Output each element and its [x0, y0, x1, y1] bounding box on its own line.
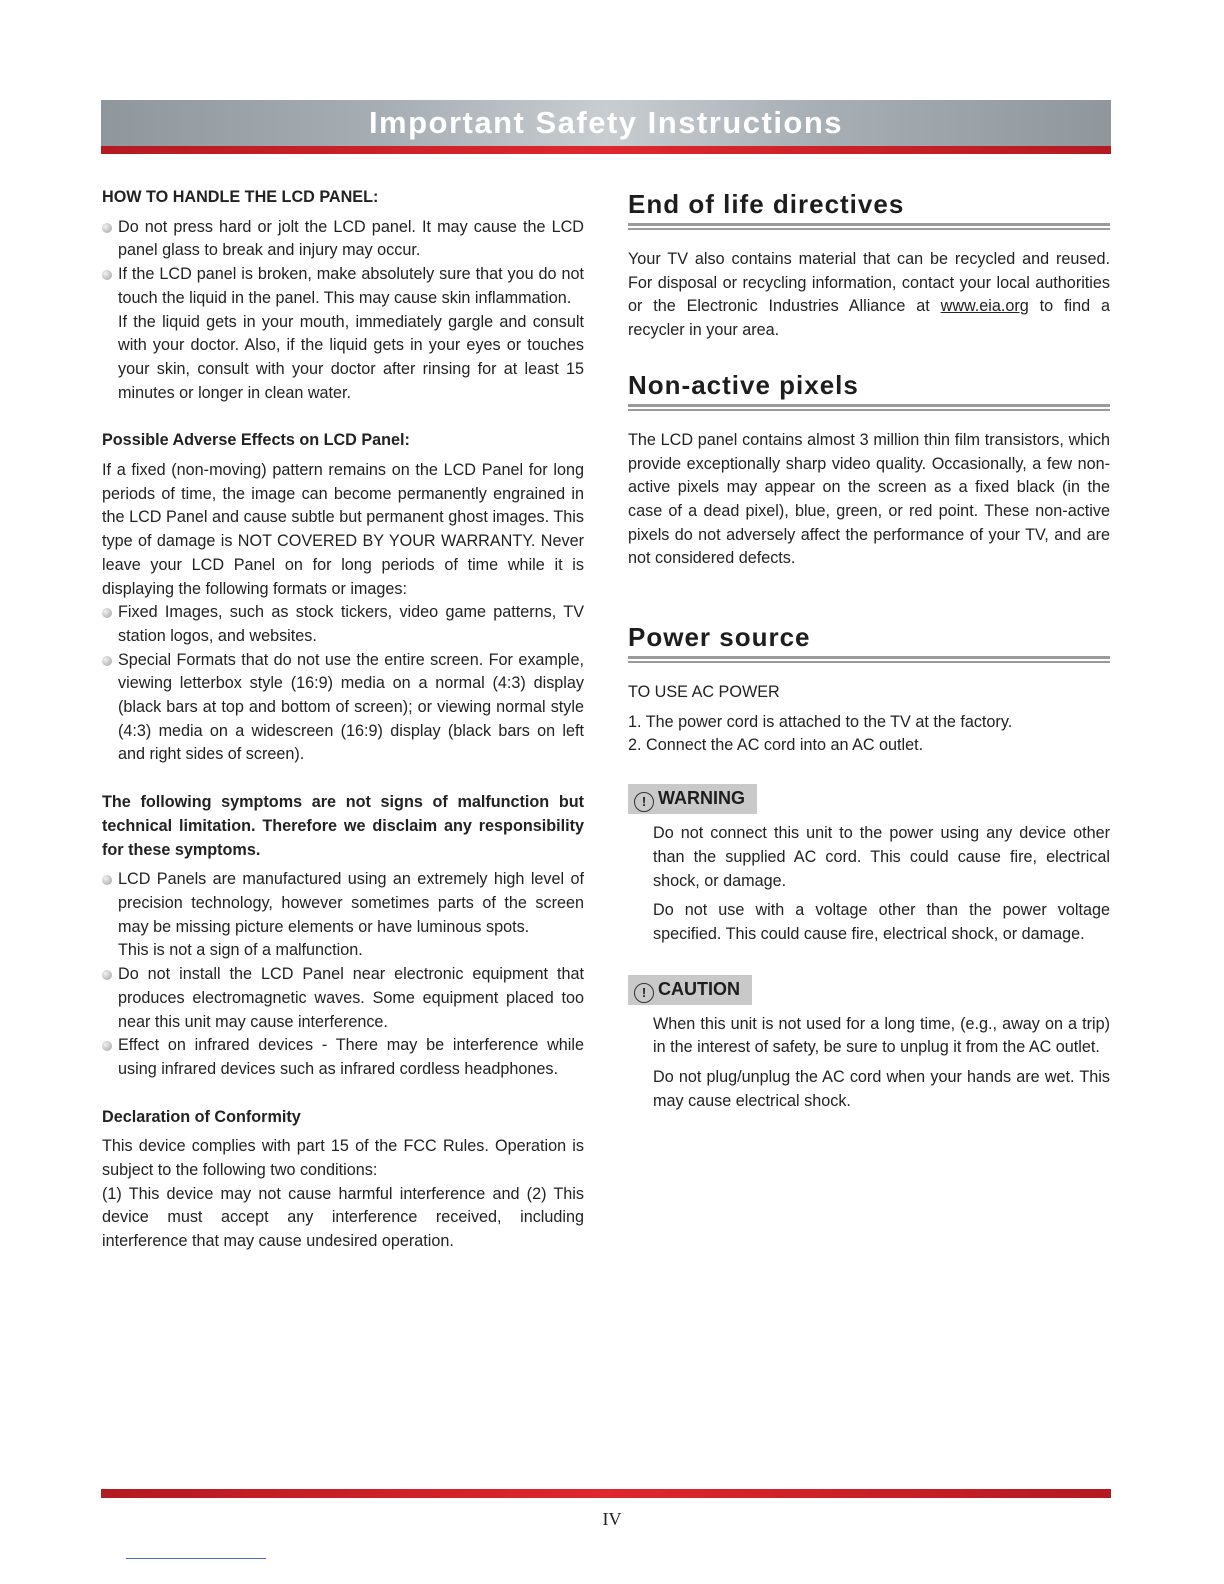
- lcd-bullet-1: Do not press hard or jolt the LCD panel. It may cause the LCD panel glass to break and injury may occur.: [118, 217, 584, 260]
- lcd-bullet-2-continued: If the liquid gets in your mouth, immediately gargle and consult with your doctor. Also, if the liquid gets in your eyes or touches your skin, consult with your doctor after rinsing for at least 15 minutes or longer in clean water.: [118, 312, 584, 402]
- footer-link-underline: [126, 1558, 266, 1559]
- symptoms-bullet-2: Do not install the LCD Panel near electronic equipment that produces electromagnetic waves. Some equipment placed too near this unit may cause interference.: [118, 965, 584, 1031]
- eol-text: Your TV also contains material that can be recycled and reused. For disposal or recycling information, contact your local authorities or the Electronic Industries Alliance at: [628, 250, 1110, 316]
- eol-text-end: to find a recycler in your area.: [628, 297, 1110, 340]
- conformity-paragraph-1: This device complies with part 15 of the FCC Rules. Operation is subject to the following two conditions:: [102, 1137, 584, 1180]
- symptoms-bullet-3: Effect on infrared devices - There may be interference while using infrared devices such as infrared cordless headphones.: [118, 1036, 584, 1078]
- lcd-heading: HOW TO HANDLE THE LCD PANEL:: [102, 188, 379, 206]
- adverse-heading: Possible Adverse Effects on LCD Panel:: [102, 431, 410, 450]
- adverse-paragraph: If a fixed (non-moving) pattern remains on the LCD Panel for long periods of time, the image can become permanently engrained in the LCD Panel and cause subtle but permanent ghost images. This type of damage is NOT COVERED BY YOUR WARRANTY. Never leave your LCD Panel on for long periods of time while it is displaying the following formats or images:: [102, 461, 584, 598]
- page-title: Important Safety Instructions: [368, 105, 844, 140]
- conformity-heading: Declaration of Conformity: [102, 1107, 301, 1126]
- caution-paragraph-1: When this unit is not used for a long time, (e.g., away on a trip) in the interest of safety, be sure to unplug it from the AC outlet.: [653, 1014, 1110, 1057]
- list-item: [102, 649, 584, 768]
- power-heading: Power source: [628, 622, 811, 653]
- list-item: [102, 868, 584, 939]
- conformity-paragraph-2: (1) This device may not cause harmful interference and (2) This device must accept any interference received, including interference that may cause undesired operation.: [102, 1184, 584, 1251]
- caution-icon: !: [634, 983, 654, 1003]
- adverse-bullet-1: Fixed Images, such as stock tickers, video game patterns, TV station logos, and websites.: [118, 603, 584, 645]
- symptoms-heading: The following symptoms are not signs of malfunction but technical limitation. Therefore we disclaim any responsibility for these symptoms.: [102, 793, 584, 859]
- eia-link[interactable]: www.eia.org: [940, 297, 1029, 316]
- caution-label: CAUTION: [658, 978, 740, 999]
- pixels-heading: Non-active pixels: [628, 369, 859, 400]
- list-item: [102, 963, 584, 1034]
- bullet-icon: [102, 1041, 112, 1051]
- bullet-icon: [102, 223, 112, 233]
- caution-badge: [628, 975, 752, 1005]
- warning-label: WARNING: [658, 788, 745, 809]
- power-step-2: 2. Connect the AC cord into an AC outlet.: [628, 736, 924, 755]
- bullet-icon: [102, 608, 112, 618]
- symptoms-bullet-1: LCD Panels are manufactured using an extremely high level of precision technology, however sometimes parts of the screen may be missing picture elements or have luminous spots.: [118, 870, 584, 936]
- page-number: IV: [602, 1509, 622, 1529]
- eol-heading: End of life directives: [628, 189, 905, 219]
- list-item: [102, 216, 584, 263]
- right-column: [628, 186, 1110, 1113]
- eol-paragraph: [628, 248, 1110, 343]
- footer-red-rule: [101, 1489, 1111, 1498]
- header-red-rule: [101, 146, 1111, 154]
- pixels-paragraph: The LCD panel contains almost 3 million thin film transistors, which provide exceptionally sharp video quality. Occasionally, a few non-active pixels may appear on the screen as a fixed black (in the case of a dead pixel), blue, green, or red point. These non-active pixels do not adversely affect the performance of your TV, and are not considered defects.: [628, 430, 1110, 568]
- list-item: [102, 1034, 584, 1081]
- warning-icon: !: [634, 792, 654, 812]
- section-rule: [628, 223, 1110, 230]
- power-subheading: TO USE AC POWER: [628, 683, 780, 702]
- left-column: [102, 186, 584, 1254]
- section-rule: [628, 656, 1110, 663]
- list-item: [102, 601, 584, 648]
- bullet-icon: [102, 875, 112, 885]
- adverse-bullet-2: Special Formats that do not use the entire screen. For example, viewing letterbox style (16:9) media on a normal (4:3) display (black bars at top and bottom of screen); or viewing normal style (4:3) media on a widescreen (16:9) display (black bars on left and right sides of screen).: [118, 650, 584, 764]
- caution-paragraph-2: Do not plug/unplug the AC cord when your hands are wet. This may cause electrical shock.: [653, 1068, 1110, 1110]
- section-rule: [628, 404, 1110, 411]
- warning-paragraph-2: Do not use with a voltage other than the power voltage specified. This could cause fire, electrical shock, or damage.: [653, 901, 1110, 943]
- bullet-icon: [102, 970, 112, 980]
- bullet-icon: [102, 656, 112, 666]
- warning-paragraph-1: Do not connect this unit to the power using any device other than the supplied AC cord. This could cause fire, electrical shock, or damage.: [653, 824, 1110, 890]
- warning-badge: [628, 784, 757, 814]
- lcd-bullet-2: If the LCD panel is broken, make absolutely sure that you do not touch the liquid in the panel. This may cause skin inflammation.: [118, 265, 584, 307]
- bullet-icon: [102, 270, 112, 280]
- power-step-1: 1. The power cord is attached to the TV at the factory.: [628, 712, 1013, 731]
- list-item: [102, 263, 584, 310]
- symptoms-bullet-1-continued: This is not a sign of a malfunction.: [118, 941, 363, 960]
